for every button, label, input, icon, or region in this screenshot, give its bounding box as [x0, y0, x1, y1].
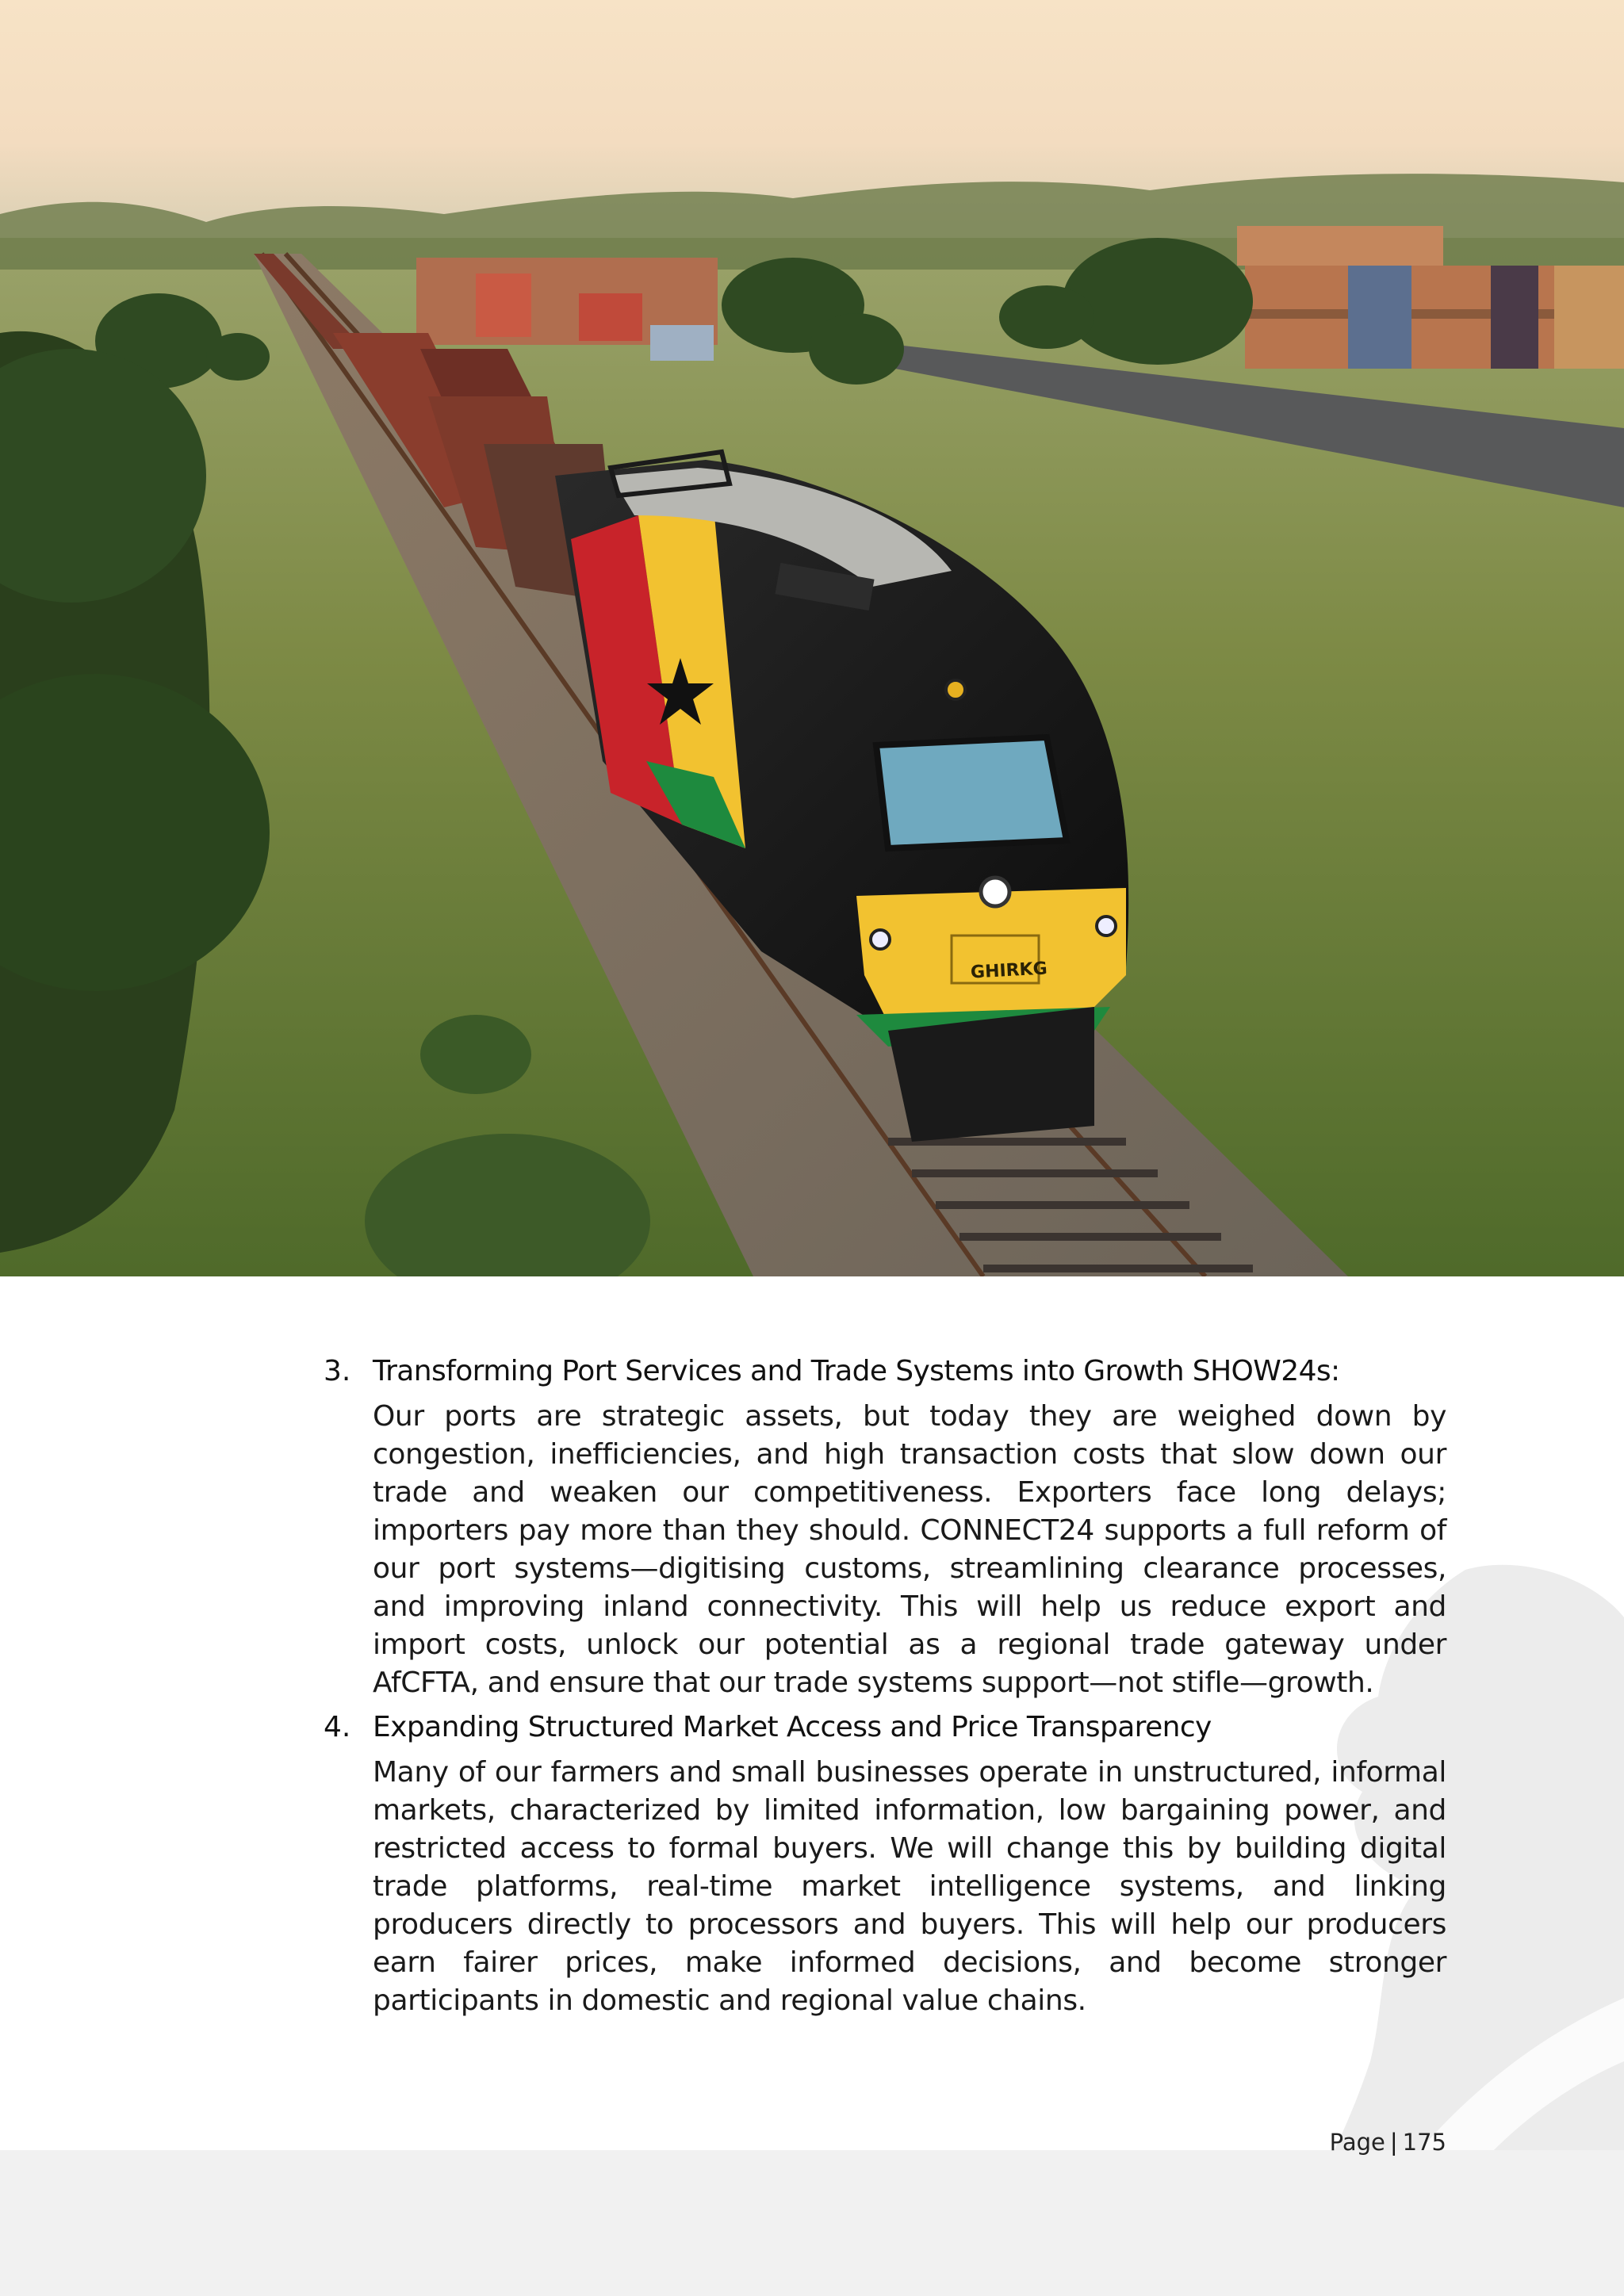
list-item-body: Our ports are strategic assets, but today they are weighed down by congestion, inefficiencies, and high transaction costs that slow down our trade and weaken our competitiveness. Exporters face long delays; importers pay more than they should. CONNECT24 supports a full reform of our port systems—digitising customs, streamlining clearance processes, and improving inland connectivity. This will help us reduce export and import costs, unlock our potential as a regional trade gateway under AfCFTA, and ensure that our trade systems support—not stifle—growth. — [373, 1400, 1446, 1699]
list-item — [324, 1709, 1446, 2020]
list-item-number: 4. — [324, 1711, 351, 1743]
list-item-heading: Expanding Structured Market Access and Price Transparency — [373, 1711, 1212, 1743]
list-item-heading: Transforming Port Services and Trade Systems into Growth SHOW24s: — [373, 1355, 1340, 1387]
list-item-body: Many of our farmers and small businesses operate in unstructured, informal markets, characterized by limited information, low bargaining power, and restricted access to formal buyers. We will change this by building digital trade platforms, real-time market intelligence systems, and linking producers directly to processors and buyers. This will help our producers earn fairer prices, make informed decisions, and become stronger participants in domestic and regional value chains. — [373, 1756, 1446, 2017]
list-item-number: 3. — [324, 1355, 351, 1387]
footer-band — [0, 2150, 1624, 2296]
locomotive-marking: GHIRKG — [970, 959, 1048, 983]
page-label: Page — [1329, 2129, 1385, 2156]
list-item — [324, 1353, 1446, 1702]
page-number — [1269, 2128, 1446, 2156]
page-number-value: 175 — [1402, 2129, 1446, 2156]
numbered-list — [324, 1353, 1446, 2026]
page-separator: | — [1389, 2129, 1398, 2156]
